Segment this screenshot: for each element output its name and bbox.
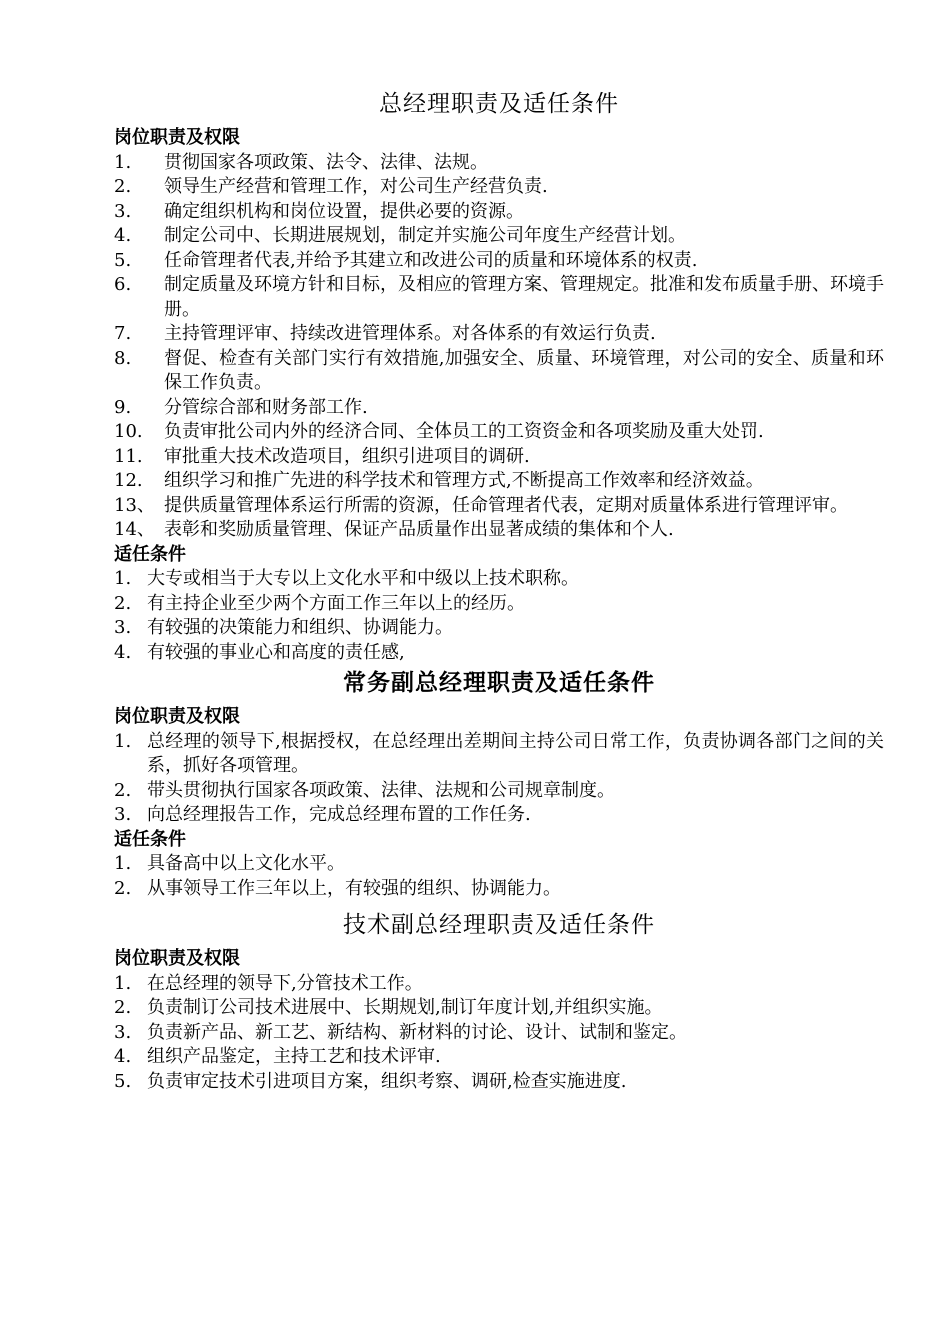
item-number: 8. — [114, 347, 132, 369]
requirements-list — [114, 567, 884, 665]
item-text: 督促、检查有关部门实行有效措施,加强安全、质量、环境管理，对公司的安全、质量和环保工作负责。 — [164, 347, 884, 393]
list-item — [114, 518, 884, 543]
item-number: 2. — [114, 176, 132, 197]
list-item — [114, 347, 884, 396]
requirements-heading: 适任条件 — [114, 828, 186, 850]
item-text: 任命管理者代表,并给予其建立和改进公司的质量和环境体系的权责. — [164, 249, 698, 271]
item-text: 从事领导工作三年以上，有较强的组织、协调能力。 — [147, 877, 561, 899]
list-item — [114, 1070, 884, 1095]
list-item — [114, 224, 884, 249]
list-item — [114, 616, 884, 641]
item-number: 10. — [114, 421, 143, 442]
list-item — [114, 1045, 884, 1070]
list-item — [114, 877, 884, 902]
list-item — [114, 249, 884, 274]
item-text: 有较强的决策能力和组织、协调能力。 — [147, 617, 453, 638]
item-number: 1. — [114, 730, 132, 752]
list-item — [114, 972, 884, 997]
list-item — [114, 567, 884, 592]
document-page — [114, 86, 884, 1094]
item-text: 组织学习和推广先进的科学技术和管理方式,不断提高工作效率和经济效益。 — [164, 470, 764, 491]
item-number: 1. — [114, 972, 132, 994]
item-text: 大专或相当于大专以上文化水平和中级以上技术职称。 — [147, 568, 579, 589]
list-item — [114, 175, 884, 200]
list-item — [114, 730, 884, 779]
item-number: 4. — [114, 1046, 132, 1067]
list-item — [114, 592, 884, 617]
item-text: 组织产品鉴定，主持工艺和技术评审. — [147, 1046, 441, 1067]
item-text: 有主持企业至少两个方面工作三年以上的经历。 — [147, 592, 525, 614]
item-text: 确定组织机构和岗位设置，提供必要的资源。 — [164, 200, 524, 222]
list-item — [114, 420, 884, 445]
item-number: 5. — [114, 1070, 132, 1092]
item-number: 7. — [114, 323, 132, 344]
item-number: 4. — [114, 641, 132, 663]
duties-list — [114, 151, 884, 543]
list-item — [114, 1021, 884, 1046]
item-number: 3. — [114, 1021, 132, 1043]
item-text: 带头贯彻执行国家各项政策、法律、法规和公司规章制度。 — [147, 779, 615, 801]
item-text: 负责制订公司技术进展中、长期规划,制订年度计划,并组织实施。 — [147, 997, 663, 1018]
list-item — [114, 469, 884, 494]
item-number: 6. — [114, 274, 132, 295]
duties-list — [114, 730, 884, 828]
requirements-list — [114, 852, 884, 901]
item-text: 贯彻国家各项政策、法令、法律、法规。 — [164, 151, 488, 173]
list-item — [114, 852, 884, 877]
item-text: 主持管理评审、持续改进管理体系。对各体系的有效运行负责. — [164, 323, 656, 344]
section-title-technical-deputy: 技术副总经理职责及适任条件 — [343, 912, 655, 938]
list-item — [114, 445, 884, 470]
item-number: 2. — [114, 997, 132, 1018]
list-item — [114, 151, 884, 176]
section-title-general-manager: 总经理职责及适任条件 — [379, 91, 619, 117]
list-item — [114, 273, 884, 322]
item-text: 制定质量及环境方针和目标，及相应的管理方案、管理规定。批准和发布质量手册、环境手册。 — [164, 274, 884, 320]
item-number: 13、 — [114, 494, 155, 516]
item-text: 具备高中以上文化水平。 — [147, 853, 345, 874]
item-text: 分管综合部和财务部工作. — [164, 396, 368, 418]
item-number: 11. — [114, 445, 143, 467]
item-text: 负责审批公司内外的经济合同、全体员工的工资资金和各项奖励及重大处罚. — [164, 421, 764, 442]
list-item — [114, 996, 884, 1021]
duties-heading: 岗位职责及权限 — [114, 948, 240, 969]
item-text: 负责审定技术引进项目方案，组织考察、调研,检查实施进度. — [147, 1070, 627, 1092]
list-item — [114, 396, 884, 421]
item-number: 3. — [114, 617, 132, 638]
item-text: 负责新产品、新工艺、新结构、新材料的讨论、设计、试制和鉴定。 — [147, 1021, 687, 1043]
item-text: 总经理的领导下,根据授权，在总经理出差期间主持公司日常工作，负责协调各部门之间的关系，抓好各项管理。 — [147, 730, 884, 776]
item-number: 4. — [114, 225, 132, 246]
item-text: 有较强的事业心和高度的责任感, — [147, 641, 405, 663]
section-title-executive-deputy: 常务副总经理职责及适任条件 — [343, 670, 655, 696]
item-text: 提供质量管理体系运行所需的资源，任命管理者代表，定期对质量体系进行管理评审。 — [164, 494, 848, 516]
duties-heading: 岗位职责及权限 — [114, 127, 240, 148]
item-number: 9. — [114, 396, 132, 418]
item-number: 1. — [114, 853, 132, 874]
list-item — [114, 494, 884, 519]
list-item — [114, 322, 884, 347]
item-text: 表彰和奖励质量管理、保证产品质量作出显著成绩的集体和个人. — [164, 519, 674, 540]
item-number: 12. — [114, 470, 143, 491]
item-text: 领导生产经营和管理工作，对公司生产经营负责. — [164, 176, 548, 197]
item-text: 向总经理报告工作，完成总经理布置的工作任务. — [147, 804, 531, 825]
list-item — [114, 779, 884, 804]
item-number: 14、 — [114, 519, 155, 540]
item-number: 2. — [114, 877, 132, 899]
item-text: 在总经理的领导下,分管技术工作。 — [147, 972, 423, 994]
item-number: 1. — [114, 151, 132, 173]
item-number: 3. — [114, 200, 132, 222]
duties-list — [114, 972, 884, 1095]
item-number: 1. — [114, 568, 132, 589]
duties-heading: 岗位职责及权限 — [114, 706, 240, 727]
item-number: 5. — [114, 249, 132, 271]
item-text: 制定公司中、长期进展规划，制定并实施公司年度生产经营计划。 — [164, 225, 686, 246]
item-text: 审批重大技术改造项目，组织引进项目的调研. — [164, 445, 530, 467]
item-number: 2. — [114, 592, 132, 614]
list-item — [114, 803, 884, 828]
requirements-heading: 适任条件 — [114, 543, 186, 565]
list-item — [114, 200, 884, 225]
item-number: 3. — [114, 804, 132, 825]
list-item — [114, 641, 884, 666]
item-number: 2. — [114, 779, 132, 801]
